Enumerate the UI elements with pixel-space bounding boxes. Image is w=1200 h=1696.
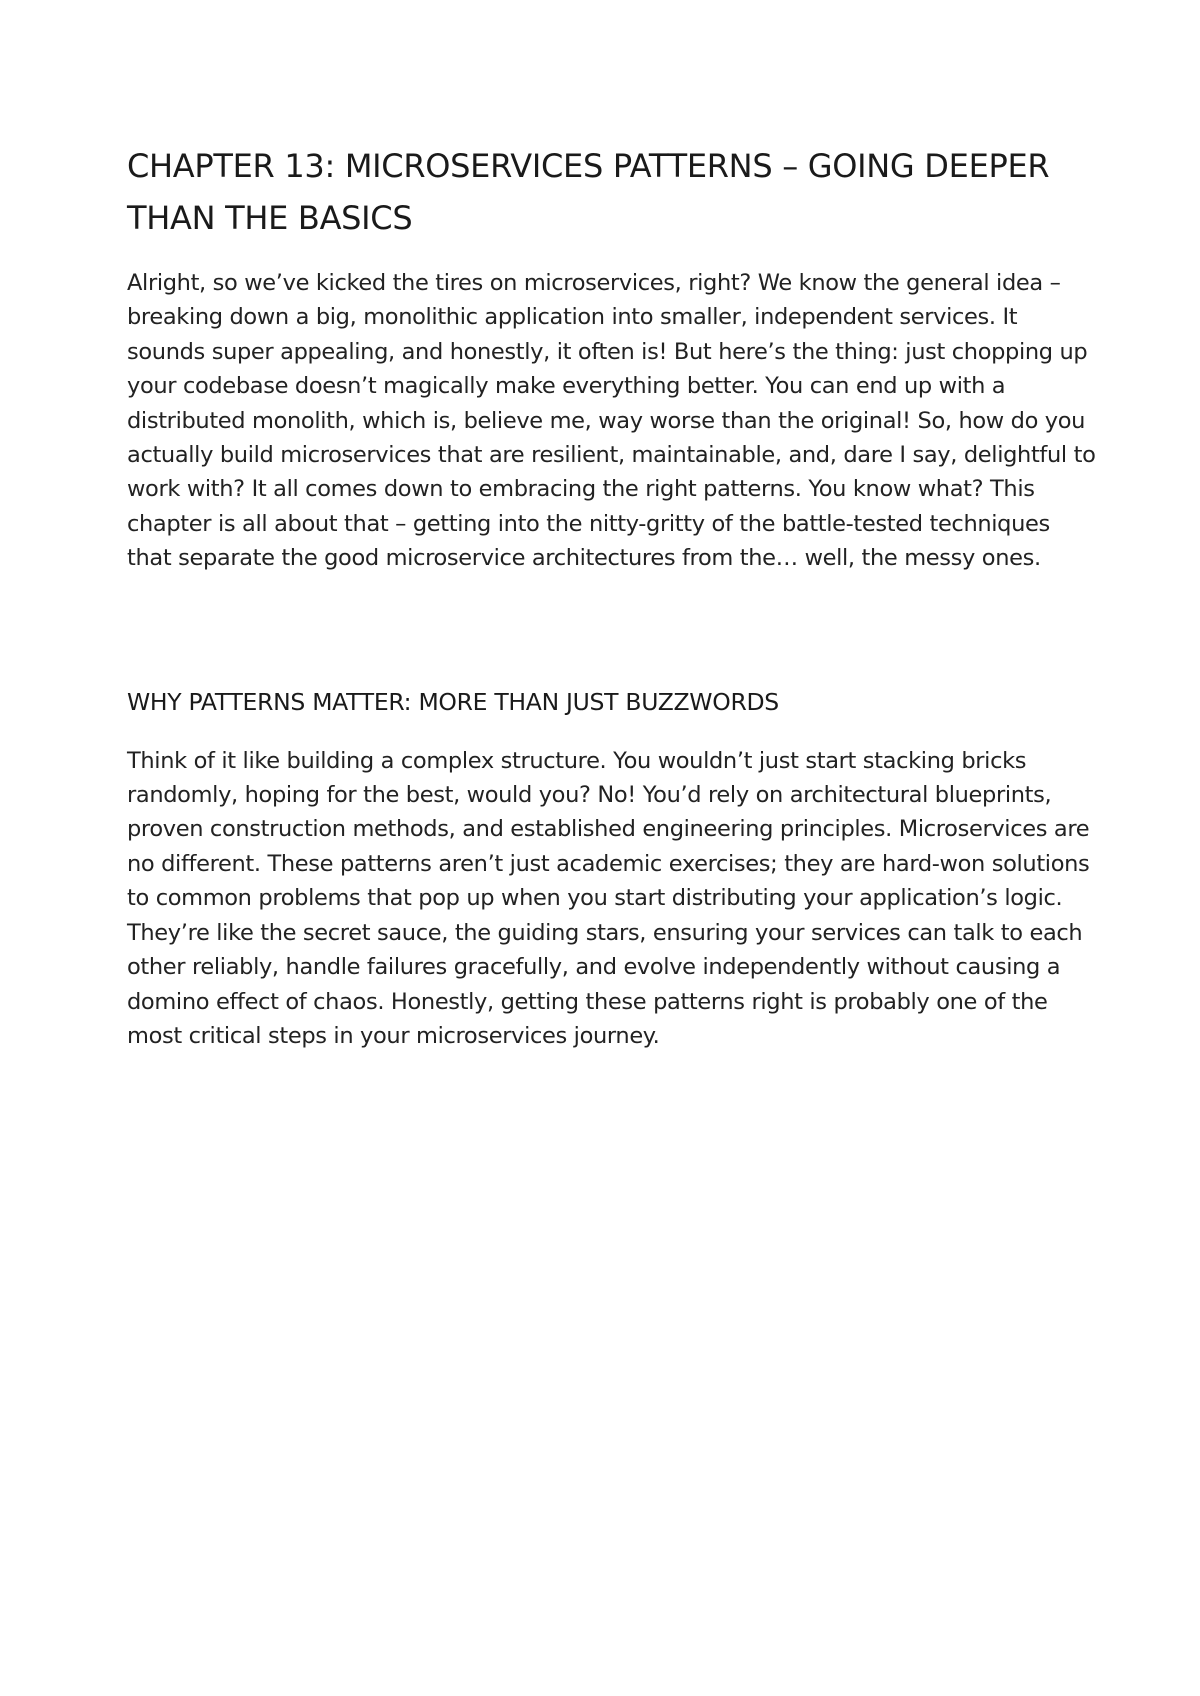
section-heading: WHY PATTERNS MATTER: MORE THAN JUST BUZZWORDS <box>127 687 779 716</box>
section-body-paragraph: Think of it like building a complex structure. You wouldn’t just start stacking bricks randomly, hoping for the best, would you? No! You’d rely on architectural blueprints, proven construction methods, and established engineering principles. Microservices are no different. These patterns aren’t just academic exercises; they are hard-won solutions to common problems that pop up when you start distributing your application’s logic. They’re like the secret sauce, the guiding stars, ensuring your services can talk to each other reliably, handle failures gracefully, and evolve independently without causing a domino effect of chaos. Honestly, getting these patterns right is probably one of the most critical steps in your microservices journey. <box>127 747 1090 1049</box>
document-page <box>127 140 1097 1053</box>
chapter-intro-paragraph: Alright, so we’ve kicked the tires on microservices, right? We know the general idea – breaking down a big, monolithic application into smaller, independent services. It sounds super appealing, and honestly, it often is! But here’s the thing: just chopping up your codebase doesn’t magically make everything better. You can end up with a distributed monolith, which is, believe me, way worse than the original! So, how do you actually build microservices that are resilient, maintainable, and, dare I say, delightful to work with? It all comes down to embracing the right patterns. You know what? This chapter is all about that – getting into the nitty-gritty of the battle-tested techniques that separate the good microservice architectures from the… well, the messy ones. <box>127 270 1096 572</box>
chapter-title: CHAPTER 13: MICROSERVICES PATTERNS – GOING DEEPER THAN THE BASICS <box>127 147 1050 237</box>
